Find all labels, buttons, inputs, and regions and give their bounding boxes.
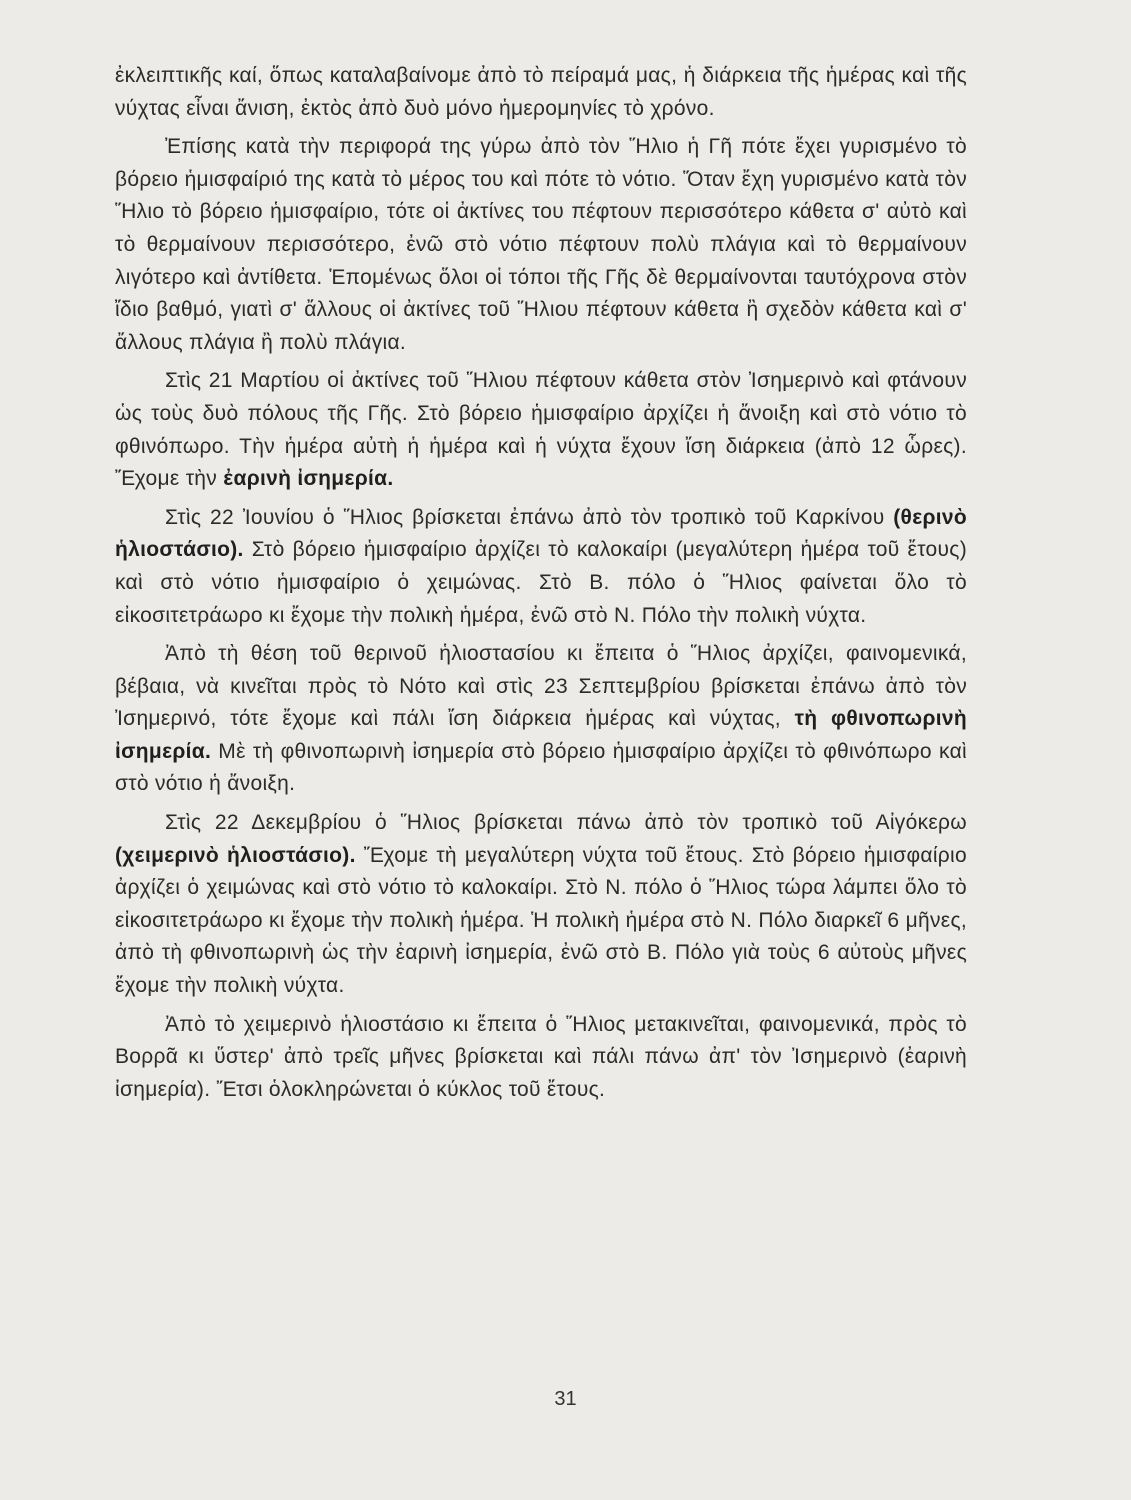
bold-term: ἐαρινὴ ἰσημερία. [223, 467, 394, 491]
text-run: ἐκλειπτικῆς καί, ὅπως καταλαβαίνομε ἀπὸ τὸ πείραμά μας, ἡ διάρκεια τῆς ἡμέρας καὶ τῆς νύχτας εἶναι ἄνιση, ἐκτὸς ἀπὸ δυὸ μόνο ἡμερομηνίες τὸ χρόνο. [115, 64, 967, 120]
text-run: Στὶς 22 Ἰουνίου ὁ Ἥλιος βρίσκεται ἐπάνω ἀπὸ τὸν τροπικὸ τοῦ Καρκίνου [165, 505, 894, 529]
paragraph-1 [115, 60, 967, 125]
text-run: Ἀπὸ τὴ θέση τοῦ θερινοῦ ἡλιοστασίου κι ἔπειτα ὁ Ἥλιος ἀρχίζει, φαινομενικά, βέβαια, νὰ κινεῖται πρὸς τὸ Νότο καὶ στὶς 23 Σεπτεμβρίου βρίσκεται ἐπάνω ἀπὸ τὸν Ἰσημερινό, τότε ἔχομε καὶ πάλι ἴση διάρκεια ἡμέρας καὶ νύχτας, [115, 642, 967, 731]
bold-term: (χειμερινὸ ἡλιοστάσιο). [115, 843, 356, 867]
text-run: Ἀπὸ τὸ χειμερινὸ ἡλιοστάσιο κι ἔπειτα ὁ Ἥλιος μετακινεῖται, φαινομενικά, πρὸς τὸ Βορρᾶ κι ὕστερ' ἀπὸ τρεῖς μῆνες βρίσκεται καὶ πάλι πάνω ἀπ' τὸν Ἰσημερινὸ (ἐαρινὴ ἰσημερία). Ἔτσι ὁλοκληρώνεται ὁ κύκλος τοῦ ἔτους. [115, 1012, 967, 1101]
paragraph-7 [115, 1009, 967, 1107]
paragraph-5 [115, 638, 967, 801]
text-run: Στὸ βόρειο ἡμισφαίριο ἀρχίζει τὸ καλοκαίρι (μεγαλύτερη ἡμέρα τοῦ ἔτους) καὶ στὸ νότιο ἡμισφαίριο ὁ χειμώνας. Στὸ Β. πόλο ὁ Ἥλιος φαίνεται ὅλο τὸ εἰκοσιτετράωρο κι ἔχομε τὴν πολικὴ ἡμέρα, ἐνῶ στὸ Ν. Πόλο τὴν πολικὴ νύχτα. [115, 538, 967, 627]
text-run: Ἐπίσης κατὰ τὴν περιφορά της γύρω ἀπὸ τὸν Ἥλιο ἡ Γῆ πότε ἔχει γυρισμένο τὸ βόρειο ἡμισφαίριό της κατὰ τὸ μέρος του καὶ πότε τὸ νότιο. Ὅταν ἔχη γυρισμένο κατὰ τὸν Ἥλιο τὸ βόρειο ἡμισφαίριο, τότε οἱ ἀκτίνες του πέφτουν περισσότερο κάθετα σ' αὐτὸ καὶ τὸ θερμαίνουν περισσότερο, ἐνῶ στὸ νότιο πέφτουν πολὺ πλάγια καὶ τὸ θερμαίνουν λιγότερο καὶ ἀντίθετα. Ἑπομένως ὅλοι οἱ τόποι τῆς Γῆς δὲ θερμαίνονται ταυτόχρονα στὸν ἴδιο βαθμό, γιατὶ σ' ἄλλους οἱ ἀκτίνες τοῦ Ἥλιου πέφτουν κάθετα ἢ σχεδὸν κάθετα καὶ σ' ἄλλους πλάγια ἢ πολὺ πλάγια. [115, 135, 967, 354]
paragraph-2 [115, 131, 967, 359]
paragraph-4 [115, 502, 967, 632]
page-number: 31 [554, 1388, 577, 1410]
page-body [115, 60, 967, 1112]
bold-term: τὴ φθινοπωρινὴ ἰσημερία. [115, 707, 967, 763]
paragraph-3 [115, 365, 967, 495]
bold-term: (θερινὸ ἡλιοστάσιο). [115, 505, 967, 562]
text-run: Ἔχομε τὴ μεγαλύτερη νύχτα τοῦ ἔτους. Στὸ βόρειο ἡμισφαίριο ἀρχίζει ὁ χειμώνας καὶ στὸ νότιο τὸ καλοκαίρι. Στὸ Ν. πόλο ὁ Ἥλιος τώρα λάμπει ὅλο τὸ εἰκοσιτετράωρο κι ἔχομε τὴν πολικὴ ἡμέρα. Ἡ πολικὴ ἡμέρα στὸ Ν. Πόλο διαρκεῖ 6 μῆνες, ἀπὸ τὴ φθινοπωρινὴ ὡς τὴν ἐαρινὴ ἰσημερία, ἐνῶ στὸ Β. Πόλο γιὰ τοὺς 6 αὐτοὺς μῆνες ἔχομε τὴν πολικὴ νύχτα. [115, 843, 967, 998]
text-run: Μὲ τὴ φθινοπωρινὴ ἰσημερία στὸ βόρειο ἡμισφαίριο ἀρχίζει τὸ φθινόπωρο καὶ στὸ νότιο ἡ ἄνοιξη. [115, 739, 967, 796]
paragraph-6 [115, 807, 967, 1003]
text-run: Στὶς 21 Μαρτίου οἱ ἀκτίνες τοῦ Ἥλιου πέφτουν κάθετα στὸν Ἰσημερινὸ καὶ φτάνουν ὡς τοὺς δυὸ πόλους τῆς Γῆς. Στὸ βόρειο ἡμισφαίριο ἀρχίζει ἡ ἄνοιξη καὶ στὸ νότιο τὸ φθινόπωρο. Τὴν ἡμέρα αὐτὴ ἡ ἡμέρα καὶ ἡ νύχτα ἔχουν ἴση διάρκεια (ἀπὸ 12 ὧρες). Ἔχομε τὴν [115, 369, 967, 491]
text-run: Στὶς 22 Δεκεμβρίου ὁ Ἥλιος βρίσκεται πάνω ἀπὸ τὸν τροπικὸ τοῦ Αἰγόκερω [165, 811, 967, 835]
